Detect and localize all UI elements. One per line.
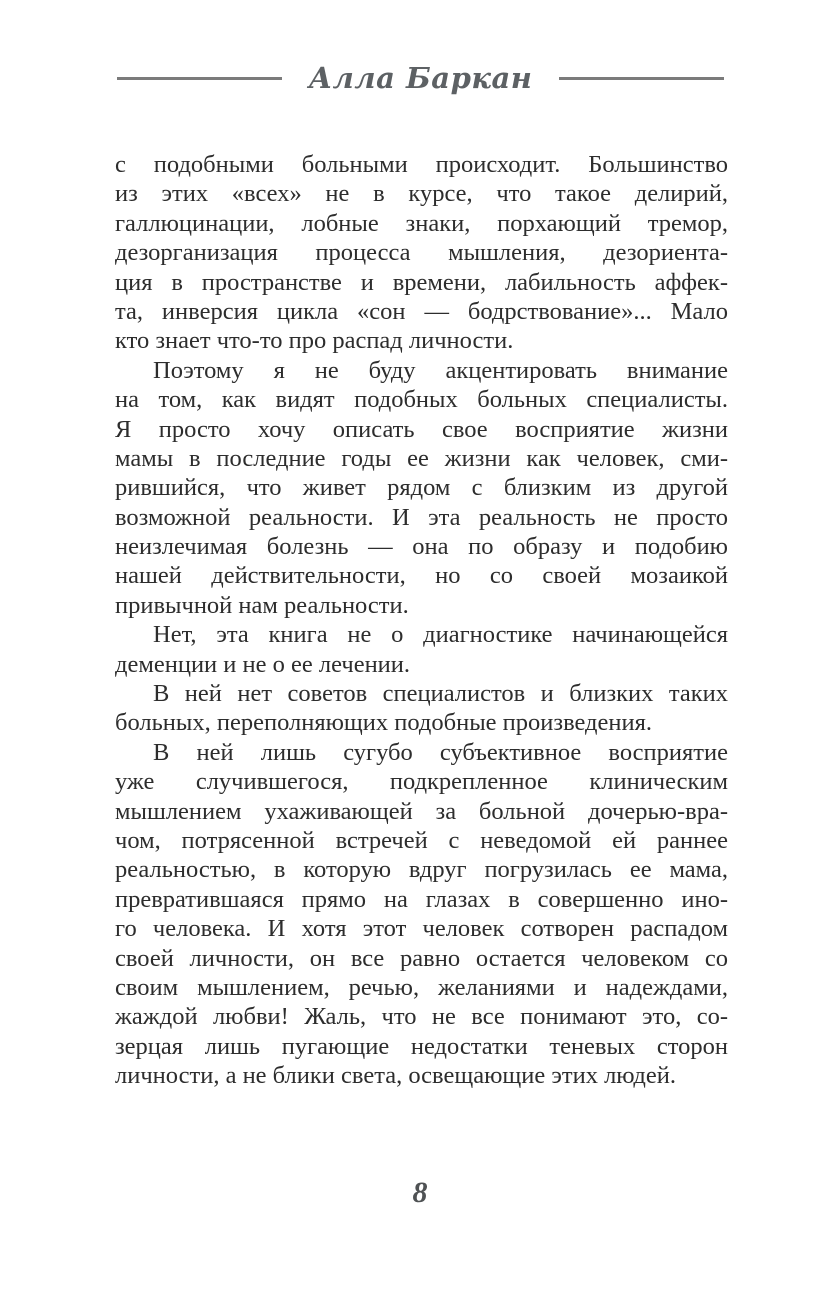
text-line: дезорганизация процесса мышления, дезориента- xyxy=(115,239,728,267)
text-line: из этих «всех» не в курсе, что такое делирий, xyxy=(115,180,728,208)
text-line: уже случившегося, подкрепленное клиническим xyxy=(115,768,728,796)
text-line: рившийся, что живет рядом с близким из другой xyxy=(115,474,728,502)
running-header xyxy=(117,58,724,98)
text-line: превратившаяся прямо на глазах в совершенно ино- xyxy=(115,885,728,913)
text-line: привычной нам реальности. xyxy=(115,591,409,619)
text-line: жаждой любви! Жаль, что не все понимают это, со- xyxy=(115,1003,728,1031)
text-line: на том, как видят подобных больных специалисты. xyxy=(115,386,728,414)
text-line: мамы в последние годы ее жизни как человек, сми- xyxy=(115,444,728,472)
text-line: личности, а не блики света, освещающие этих людей. xyxy=(115,1062,676,1090)
text-line: та, инверсия цикла «сон — бодрствование»... Мало xyxy=(115,297,728,325)
text-line: реальностью, в которую вдруг погрузилась ее мама, xyxy=(115,856,728,884)
page-number: 8 xyxy=(412,1176,428,1209)
text-line: мышлением ухаживающей за больной дочерью-вра- xyxy=(115,797,728,825)
text-line: Я просто хочу описать свое восприятие жизни xyxy=(115,415,728,443)
text-line: галлюцинации, лобные знаки, порхающий тремор, xyxy=(115,209,728,237)
text-line: Нет, эта книга не о диагностике начинающейся xyxy=(153,621,728,649)
text-line: своим мышлением, речью, желаниями и надеждами, xyxy=(115,973,728,1001)
body-text xyxy=(115,150,728,1091)
author-name: Алла Баркан xyxy=(308,61,533,95)
text-line: го человека. И хотя этот человек сотворен распадом xyxy=(115,915,728,943)
text-line: В ней лишь сугубо субъективное восприятие xyxy=(153,738,728,766)
text-line: чом, потрясенной встречей с неведомой ей раннее xyxy=(115,826,728,854)
header-rule-right xyxy=(559,77,724,80)
page-footer xyxy=(0,1176,840,1210)
header-rule-left xyxy=(117,77,282,80)
text-line: с подобными больными происходит. Большинство xyxy=(115,151,728,178)
text-line: ция в пространстве и времени, лабильность аффек- xyxy=(115,268,728,296)
text-line: кто знает что-то про распад личности. xyxy=(115,327,514,355)
text-line: Поэтому я не буду акцентировать внимание xyxy=(153,356,728,384)
text-line: возможной реальности. И эта реальность не просто xyxy=(115,503,728,531)
text-line: В ней нет советов специалистов и близких таких xyxy=(153,680,728,708)
text-line: неизлечимая болезнь — она по образу и подобию xyxy=(115,533,728,561)
text-line: нашей действительности, но со своей мозаикой xyxy=(115,562,728,590)
text-line: деменции и не о ее лечении. xyxy=(115,650,411,678)
text-line: зерцая лишь пугающие недостатки теневых сторон xyxy=(115,1032,728,1060)
text-line: больных, переполняющих подобные произведения. xyxy=(115,709,653,737)
text-line: своей личности, он все равно остается человеком со xyxy=(115,944,728,972)
